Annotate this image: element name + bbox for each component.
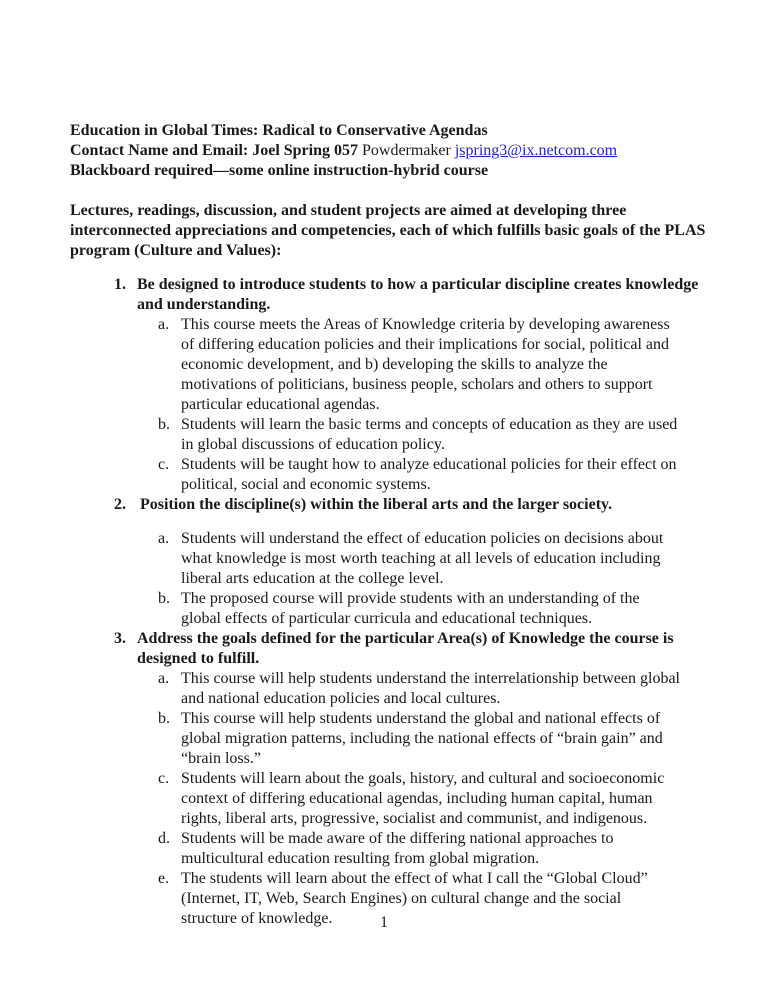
sub-item-text: Students will be made aware of the differing national approaches to multicultural education resulting from global migration. (181, 830, 614, 867)
sub-item-text: The students will learn about the effect of what I call the “Global Cloud” (Internet, IT, Web, Search Engines) on cultural change and the social structure of knowledge. (181, 870, 648, 927)
goal-item (70, 275, 710, 495)
goal-heading: Address the goals defined for the particular Area(s) of Knowledge the course is designed to fulfill. (137, 630, 674, 667)
goal-item (70, 495, 710, 629)
sub-item-letter: d. (158, 830, 170, 847)
sub-item-text: The proposed course will provide students with an understanding of the global effects of particular curricula and educational techniques. (181, 590, 640, 627)
sub-item (137, 709, 681, 769)
contact-email-link[interactable]: jspring3@ix.netcom.com (454, 142, 618, 159)
sub-item-letter: c. (158, 456, 170, 473)
sub-item (137, 769, 681, 829)
goal-number: 2. (114, 496, 126, 513)
sub-item-letter: a. (158, 316, 170, 333)
sub-item (137, 455, 681, 495)
page-number: 1 (380, 914, 388, 931)
sub-item-text: This course will help students understand the interrelationship between global and national education policies and local cultures. (181, 670, 680, 707)
contact-location: Powdermaker (358, 142, 455, 159)
document-page (70, 121, 710, 929)
sub-item-text: This course meets the Areas of Knowledge criteria by developing awareness of differing education policies and their implications for social, political and economic development, and b) developing the skills to analyze the motivations of politicians, business people, scholars and others to support particular educational agendas. (181, 316, 670, 413)
goal-sublist (137, 669, 710, 929)
goal-number: 3. (114, 630, 126, 647)
sub-item (137, 669, 681, 709)
goal-heading: Position the discipline(s) within the liberal arts and the larger society. (140, 496, 613, 513)
sub-item-letter: b. (158, 710, 170, 727)
goal-number: 1. (114, 276, 126, 293)
sub-item-letter: b. (158, 590, 170, 607)
sub-item-text: Students will understand the effect of education policies on decisions about what knowledge is most worth teaching at all levels of education including liberal arts education at the college level. (181, 530, 664, 587)
sub-item (137, 415, 681, 455)
sub-item (137, 315, 681, 415)
goal-sublist (137, 315, 710, 495)
sub-item-text: Students will learn the basic terms and concepts of education as they are used in global discussions of education policy. (181, 416, 678, 453)
sub-item-letter: b. (158, 416, 170, 433)
goal-item (70, 629, 710, 929)
sub-item (137, 829, 681, 869)
course-title: Education in Global Times: Radical to Conservative Agendas (70, 122, 488, 139)
goals-list (70, 275, 710, 929)
sub-item-letter: e. (158, 870, 170, 887)
contact-line (70, 141, 710, 161)
sub-item-text: Students will learn about the goals, history, and cultural and socioeconomic context of differing educational agendas, including human capital, human rights, liberal arts, progressive, socialist and communist, and indigenous. (181, 770, 665, 827)
intro-paragraph: Lectures, readings, discussion, and student projects are aimed at developing three interconnected appreciations and competencies, each of which fulfills basic goals of the PLAS program (Culture and Values): (70, 202, 706, 259)
goal-heading: Be designed to introduce students to how a particular discipline creates knowledge and understanding. (137, 276, 699, 313)
sub-item-text: This course will help students understand the global and national effects of global migration patterns, including the national effects of “brain gain” and “brain loss.” (181, 710, 663, 767)
blackboard-note: Blackboard required—some online instruction-hybrid course (70, 162, 489, 179)
sub-item-text: Students will be taught how to analyze educational policies for their effect on political, social and economic systems. (181, 456, 677, 493)
sub-item (137, 529, 681, 589)
sub-item (137, 589, 681, 629)
sub-item-letter: a. (158, 670, 170, 687)
goal-sublist (137, 529, 710, 629)
sub-item-letter: a. (158, 530, 170, 547)
contact-label: Contact Name and Email: Joel Spring 057 (70, 142, 358, 159)
sub-item-letter: c. (158, 770, 170, 787)
